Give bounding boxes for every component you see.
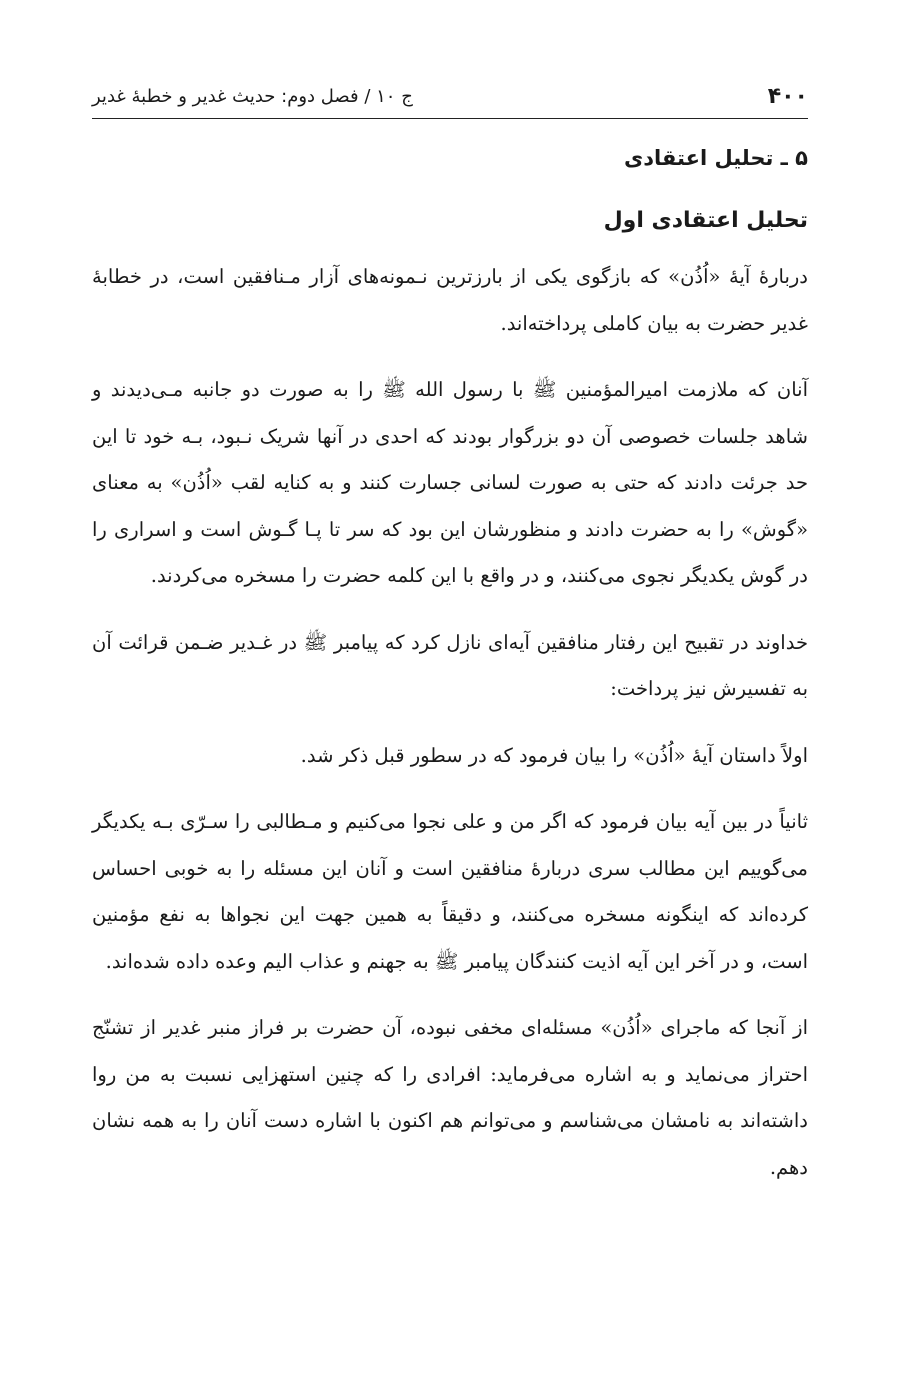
section-heading: ۵ ـ تحلیل اعتقادی [624, 146, 808, 170]
paragraph: خداوند در تقبیح این رفتار منافقین آیه‌ای نازل کرد که پیامبر ﷺ در غـدیر ضـمن قرائت آن به تفسیرش نیز پرداخت: [92, 630, 808, 700]
page-number: ۴۰۰ [767, 83, 808, 109]
paragraph: اولاً داستان آیهٔ «اُذُن» را بیان فرمود که در سطور قبل ذکر شد. [300, 743, 808, 767]
running-head [92, 76, 808, 116]
paragraph: از آنجا که ماجرای «اُذُن» مسئله‌ای مخفی نبوده، آن حضرت بر فراز منبر غدیر از تشنّج احتراز می‌نماید و به اشاره می‌فرماید: افرادی را که چنین استهزایی نسبت به من روا داشته‌اند به نامشان می‌شناسم و می‌توانم هم اکنون با اشاره دست آنان را به همه نشان دهم. [92, 1016, 808, 1179]
book-page [92, 0, 808, 1390]
paragraph: ثانیاً در بین آیه بیان فرمود که اگر من و علی نجوا می‌کنیم و مـطالبی را سـرّی بـه یکدیگر می‌گوییم این مطالب سری دربارهٔ منافقین است و آنان این مسئله را به خوبی احساس کرده‌اند که اینگونه مسخره می‌کنند، و دقیقاً به همین جهت این نجواها به نفع مؤمنین است، و در آخر این آیه اذیت کنندگان پیامبر ﷺ به جهنم و عذاب الیم وعده داده شده‌اند. [92, 810, 808, 973]
paragraph: آنان که ملازمت امیرالمؤمنین ﷺ با رسول الله ﷺ را به صورت دو جانبه مـی‌دیدند و شاهد جلسات خصوصی آن دو بزرگوار بودند که احدی در آنها شریک نـبود، بـه خود تا این حد جرئت دادند که حتی به صورت لسانی جسارت کنند و به کنایه لقب «اُذُن» به معنای «گوش» را به حضرت دادند و منظورشان این بود که سر تا پـا گـوش است و اسراری را در گوش یکدیگر نجوی می‌کنند، و در واقع با این کلمه حضرت را مسخره می‌کردند. [92, 378, 808, 587]
header-divider [92, 118, 808, 119]
sub-heading: تحلیل اعتقادی اول [603, 208, 808, 233]
body-text [92, 254, 808, 1211]
paragraph: دربارهٔ آیهٔ «اُذُن» که بازگوی یکی از بارزترین نـمونه‌های آزار مـنافقین است، در خطابهٔ غدیر حضرت به بیان کاملی پرداخته‌اند. [92, 265, 808, 335]
running-head-title: ج ۱۰ / فصل دوم: حدیث غدیر و خطبهٔ غدیر [92, 85, 413, 107]
